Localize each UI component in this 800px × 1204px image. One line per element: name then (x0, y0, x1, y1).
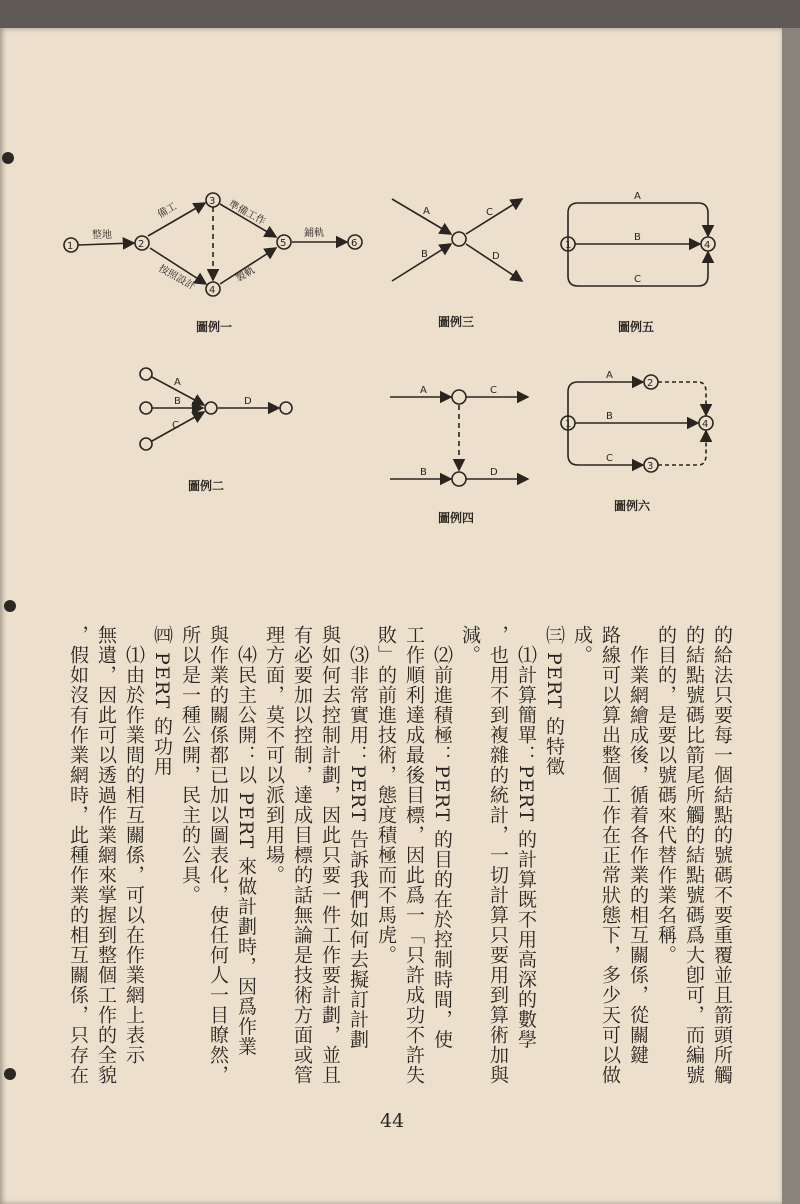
text-column: 有必要加以控制，達成目標的話無論是技術方面或管 (291, 625, 313, 1085)
fig2-label: B (174, 396, 181, 407)
fig6-label: C (606, 453, 613, 464)
text-column: 的給法只要每一個結點的號碼不要重覆並且箭頭所觸 (711, 625, 733, 1085)
figure-4 (390, 390, 528, 486)
figure-3 (392, 199, 522, 281)
text-column: 與如何去控制計劃，因此只要一件工作要計劃，並且 (319, 625, 341, 1085)
fig5-label: C (634, 274, 641, 285)
text-column: 的結點號碼比箭尾所觸的結點號碼爲大卽可，而編號 (683, 625, 705, 1085)
fig1-label: 準備工作 (226, 198, 268, 228)
text-column: 成。 (571, 625, 593, 665)
fig3-label: A (423, 206, 430, 217)
fig3-label: D (492, 251, 500, 262)
fig2-label: C (172, 420, 179, 431)
fig1-node-6: 6 (351, 238, 358, 249)
fig1-label: 鋪軌 (304, 228, 324, 239)
text-column: ，也用不到複雜的統計，一切計算只要用到算術加與 (487, 625, 509, 1085)
figure-1 (64, 193, 362, 296)
fig6-node: 3 (647, 461, 654, 472)
fig3-label: B (421, 249, 428, 260)
figure-2 (140, 368, 292, 450)
text-column: 作業網繪成後，循着各作業的相互關係，從關鍵 (627, 625, 649, 1065)
text-column: ⑵前進積極：PERT 的目的在於控制時間，使 (431, 625, 453, 1050)
fig1-label: 按照設計 (156, 263, 197, 293)
fig4-caption: 圖例四 (438, 511, 475, 525)
text-column: ，假如沒有作業網時，此種作業的相互關係，只存在 (67, 625, 89, 1085)
text-column: 工作順利達成最後目標，因此爲一「只許成功不許失 (403, 625, 425, 1085)
section-heading: ㈣ PERT 的功用 (151, 625, 173, 777)
fig4-label: D (490, 467, 498, 478)
text-column: 無遺，因此可以透過作業網來掌握到整個工作的全貌 (95, 625, 117, 1085)
text-column: ⑴由於作業間的相互關係，可以在作業網上表示 (123, 625, 145, 1065)
fig4-label: B (420, 467, 427, 478)
fig5-node: 4 (704, 240, 711, 251)
fig3-label: C (486, 207, 493, 218)
figure-6 (561, 375, 713, 472)
section-heading: ㈢ PERT 的特徵 (543, 625, 565, 777)
fig1-node-5: 5 (280, 238, 287, 249)
fig2-label: D (244, 396, 252, 407)
fig6-label: A (606, 370, 613, 381)
fig6-node: 1 (565, 419, 572, 430)
fig4-label: C (490, 385, 497, 396)
text-column: ⑴計算簡單：PERT 的計算既不用高深的數學 (515, 625, 537, 1050)
fig5-caption: 圖例五 (618, 320, 655, 334)
text-column: 的目的，是要以號碼來代替作業名稱。 (655, 625, 677, 965)
fig5-label: A (634, 191, 641, 202)
fig4-label: A (420, 385, 427, 396)
fig5-node: 1 (565, 240, 572, 251)
fig2-label: A (174, 377, 181, 388)
fig1-caption: 圖例一 (196, 320, 233, 334)
fig1-node-4: 4 (209, 285, 216, 296)
text-column: ⑷民主公開：以 PERT 來做計劃時，因爲作業 (235, 625, 257, 1057)
text-column: 減。 (459, 625, 481, 665)
text-column: 敗」的前進技術，態度積極而不馬虎。 (375, 625, 397, 965)
fig3-caption: 圖例三 (438, 315, 475, 329)
fig1-node-1: 1 (67, 241, 74, 252)
fig1-label: 備工 (156, 201, 179, 221)
fig6-node: 4 (702, 419, 709, 430)
text-column: 與作業的關係都已加以圖表化，使任何人一目瞭然， (207, 625, 229, 1085)
text-column: 路線可以算出整個工作在正常狀態下，多少天可以做 (599, 625, 621, 1085)
text-column: 理方面，莫不可以派到用場。 (263, 625, 285, 885)
page-number: 44 (380, 1110, 405, 1132)
fig6-caption: 圖例六 (614, 499, 651, 513)
text-column: ⑶非常實用：PERT 告訴我們如何去擬訂計劃 (347, 625, 369, 1050)
fig1-node-3: 3 (209, 196, 216, 207)
fig5-label: B (634, 232, 641, 243)
fig1-label: 製軌 (234, 265, 257, 285)
fig2-caption: 圖例二 (188, 479, 225, 493)
text-column: 所以是一種公開，民主的公具。 (179, 625, 201, 905)
fig6-label: B (606, 411, 613, 422)
fig1-label: 整地 (92, 230, 112, 241)
fig6-node: 2 (647, 378, 654, 389)
fig1-node-2: 2 (138, 239, 145, 250)
